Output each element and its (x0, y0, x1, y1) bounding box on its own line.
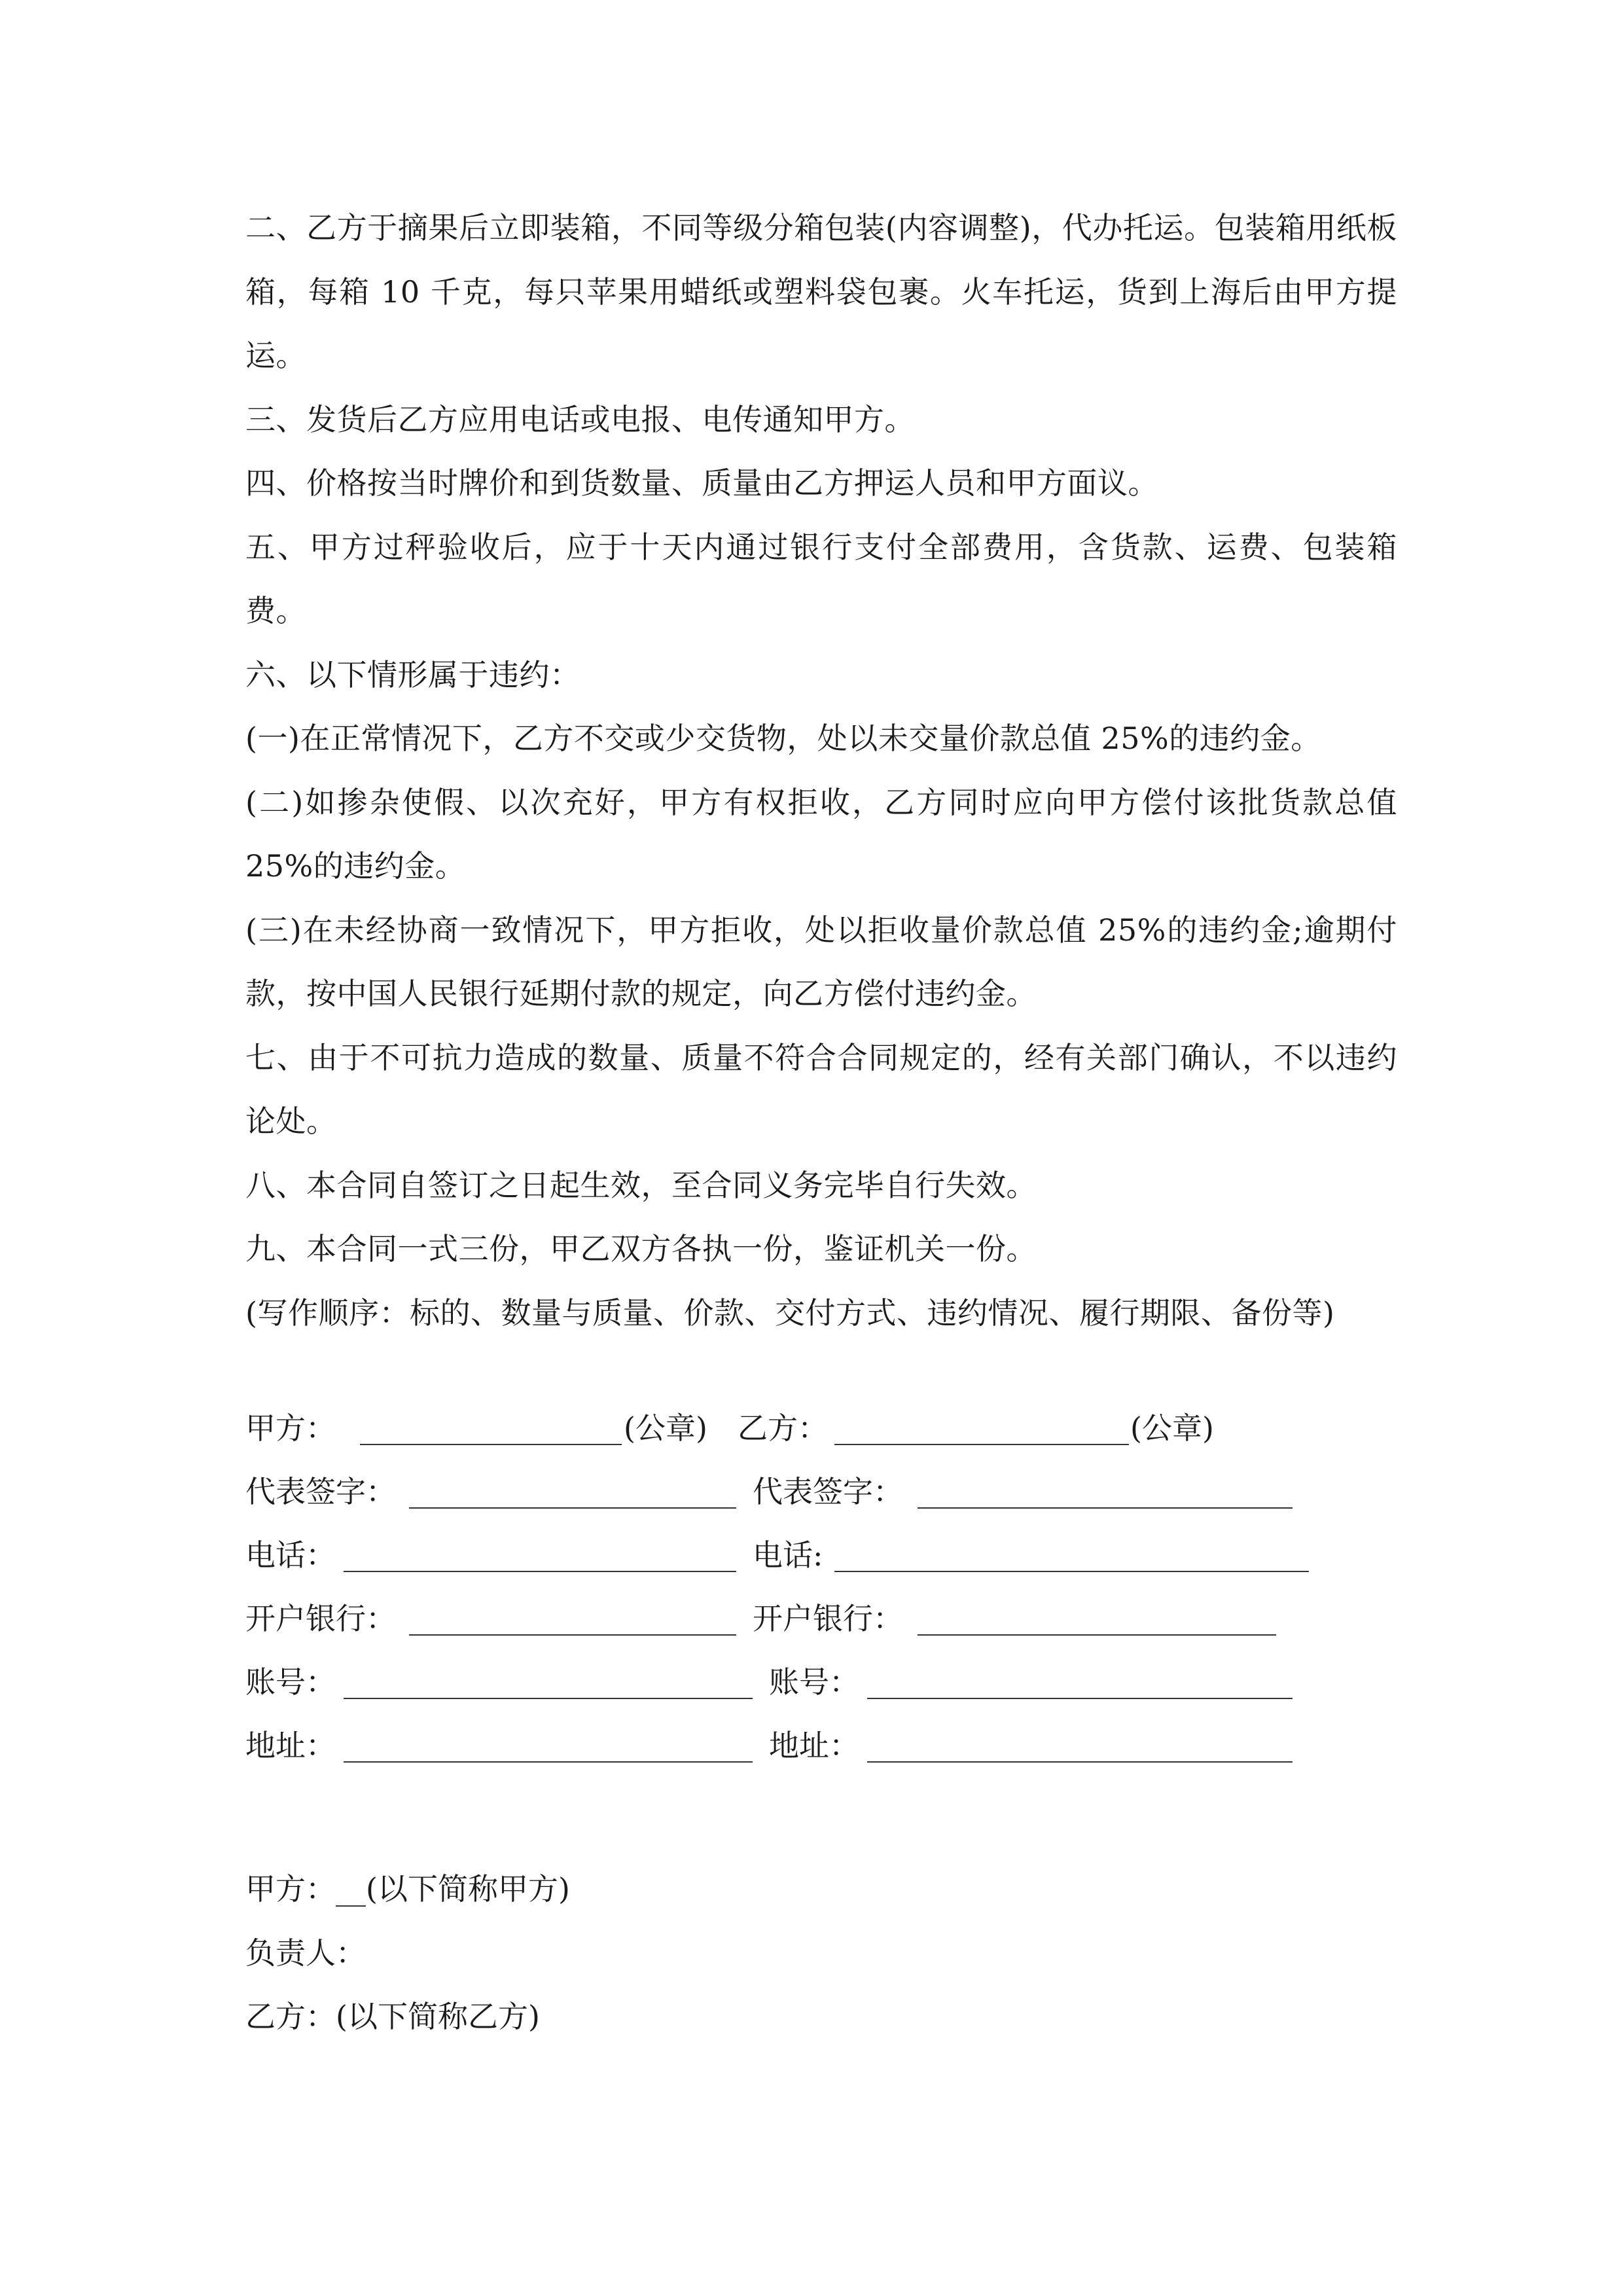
address-a-blank[interactable] (344, 1761, 753, 1763)
clause-3: 三、发货后乙方应用电话或电报、电传通知甲方。 (245, 401, 915, 437)
clause-8: 八、本合同自签订之日起生效，至合同义务完毕自行失效。 (245, 1167, 1037, 1203)
phone-b-blank[interactable] (834, 1571, 1309, 1572)
footer-responsible: 负责人： (245, 1935, 366, 1971)
rep-a-label: 代表签字： (245, 1474, 396, 1509)
party-b-label: 乙方： (738, 1410, 828, 1446)
rep-b-label: 代表签字： (753, 1474, 903, 1509)
account-b-label: 账号： (769, 1664, 859, 1700)
bank-b-label: 开户银行： (753, 1601, 903, 1636)
clause-6-3: (三)在未经协商一致情况下，甲方拒收，处以拒收量价款总值 25%的违约金;逾期付款，按中国人民银行延期付款的规定，向乙方偿付违约金。 (245, 912, 1397, 1011)
footer-party-a: 甲方：__(以下简称甲方) (245, 1871, 570, 1907)
phone-a-blank[interactable] (344, 1571, 736, 1572)
next-contract-header (245, 1857, 1397, 2049)
address-b-blank[interactable] (867, 1761, 1293, 1763)
account-a-blank[interactable] (344, 1698, 753, 1699)
phone-b-label: 电话: (753, 1537, 823, 1573)
account-a-label: 账号： (245, 1664, 336, 1700)
clause-7: 七、由于不可抗力造成的数量、质量不符合合同规定的，经有关部门确认，不以违约论处。 (245, 1039, 1397, 1139)
phone-row (245, 1535, 1397, 1575)
address-a-label: 地址： (245, 1728, 336, 1763)
rep-a-blank[interactable] (409, 1507, 736, 1509)
party-a-blank[interactable] (360, 1444, 622, 1445)
clause-9: 九、本合同一式三份，甲乙双方各执一份，鉴证机关一份。 (245, 1231, 1037, 1266)
clause-4: 四、价格按当时牌价和到货数量、质量由乙方押运人员和甲方面议。 (245, 465, 1158, 501)
account-b-blank[interactable] (867, 1698, 1293, 1699)
clause-5: 五、甲方过秤验收后，应于十天内通过银行支付全部费用，含货款、运费、包装箱费。 (245, 529, 1397, 628)
address-row (245, 1726, 1397, 1765)
party-b-seal: (公章) (1130, 1410, 1214, 1446)
party-b-blank[interactable] (834, 1444, 1129, 1445)
representative-row (245, 1472, 1397, 1511)
footer-party-b: 乙方：(以下简称乙方) (245, 1999, 540, 2034)
clause-6-1: (一)在正常情况下，乙方不交或少交货物，处以未交量价款总值 25%的违约金。 (245, 721, 1321, 756)
address-b-label: 地址： (769, 1728, 859, 1763)
party-a-label: 甲方： (245, 1410, 336, 1446)
party-a-seal: (公章) (624, 1410, 707, 1446)
account-row (245, 1662, 1397, 1702)
contract-clauses (245, 196, 1397, 1345)
bank-a-label: 开户银行： (245, 1601, 396, 1636)
clause-6: 六、以下情形属于违约： (245, 656, 580, 692)
bank-b-blank[interactable] (918, 1634, 1276, 1636)
clause-6-2: (二)如掺杂使假、以次充好，甲方有权拒收，乙方同时应向甲方偿付该批货款总值 25%的违约金。 (245, 784, 1397, 884)
bank-row (245, 1599, 1397, 1638)
rep-b-blank[interactable] (918, 1507, 1293, 1509)
bank-a-blank[interactable] (409, 1634, 736, 1636)
party-row (245, 1408, 1397, 1448)
clause-2: 二、乙方于摘果后立即装箱，不同等级分箱包装(内容调整)，代办托运。包装箱用纸板箱，每箱 10 千克，每只苹果用蜡纸或塑料袋包裹。火车托运，货到上海后由甲方提运。 (245, 210, 1397, 373)
phone-a-label: 电话： (245, 1537, 336, 1573)
writing-order-note: (写作顺序：标的、数量与质量、价款、交付方式、违约情况、履行期限、备份等) (245, 1295, 1335, 1331)
